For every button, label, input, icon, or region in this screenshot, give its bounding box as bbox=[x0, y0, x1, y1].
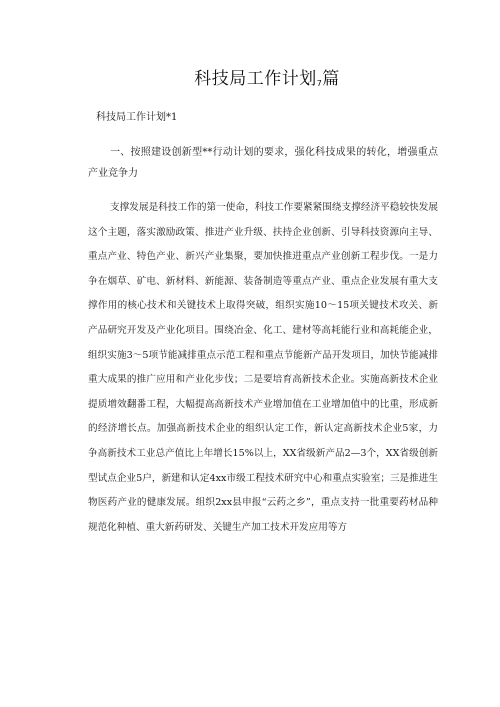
document-subtitle: 科技局工作计划*1 bbox=[96, 112, 178, 123]
title-main-text: 科技局工作计划 bbox=[194, 69, 317, 89]
title-suffix-text: 篇 bbox=[322, 69, 340, 89]
document-title bbox=[88, 66, 438, 92]
title-number: 7 bbox=[316, 79, 323, 88]
body-paragraph: 支撑发展是科技工作的第一使命，科技工作要紧紧围绕支撑经济平稳较快发展这个主题，落实激励政策、推进产业升级、扶持企业创新、引导科技资源向主导、重点产业、特色产业、新兴产业集聚，要加快推进重点产业创新工程步伐。一是力争在烟草、矿电、新材料、新能源、装备制造等重点产业、重点企业发展有重大支撑作用的核心技术和关键技术上取得突破，组织实施10～15项关键技术攻关、新产品研究开发及产业化项目。围绕冶金、化工、建材等高耗能行业和高耗能企业，组织实施3～5项节能减排重点示范工程和重点节能新产品开发项目，加快节能减排重大成果的推广应用和产业化步伐；二是要培育高新技术企业。实施高新技术企业提质增效翻番工程，大幅提高高新技术产业增加值在工业增加值中的比重，形成新的经济增长点。加强高新技术企业的组织认定工作，新认定高新技术企业5家，力争高新技术工业总产值比上年增长15%以上，XX省级新产品2—3个，XX省级创新型试点企业5户，新建和认定4xx市级工程技术研究中心和重点实验室；三是推进生物医药产业的健康发展。组织2xx县申报“云药之乡”，重点支持一批重要药材品种规范化种植、重大新药研发、关键生产加工技术开发应用等方 bbox=[88, 202, 438, 533]
section-heading: 一、按照建设创新型**行动计划的要求，强化科技成果的转化，增强重点产业竞争力 bbox=[88, 147, 438, 179]
